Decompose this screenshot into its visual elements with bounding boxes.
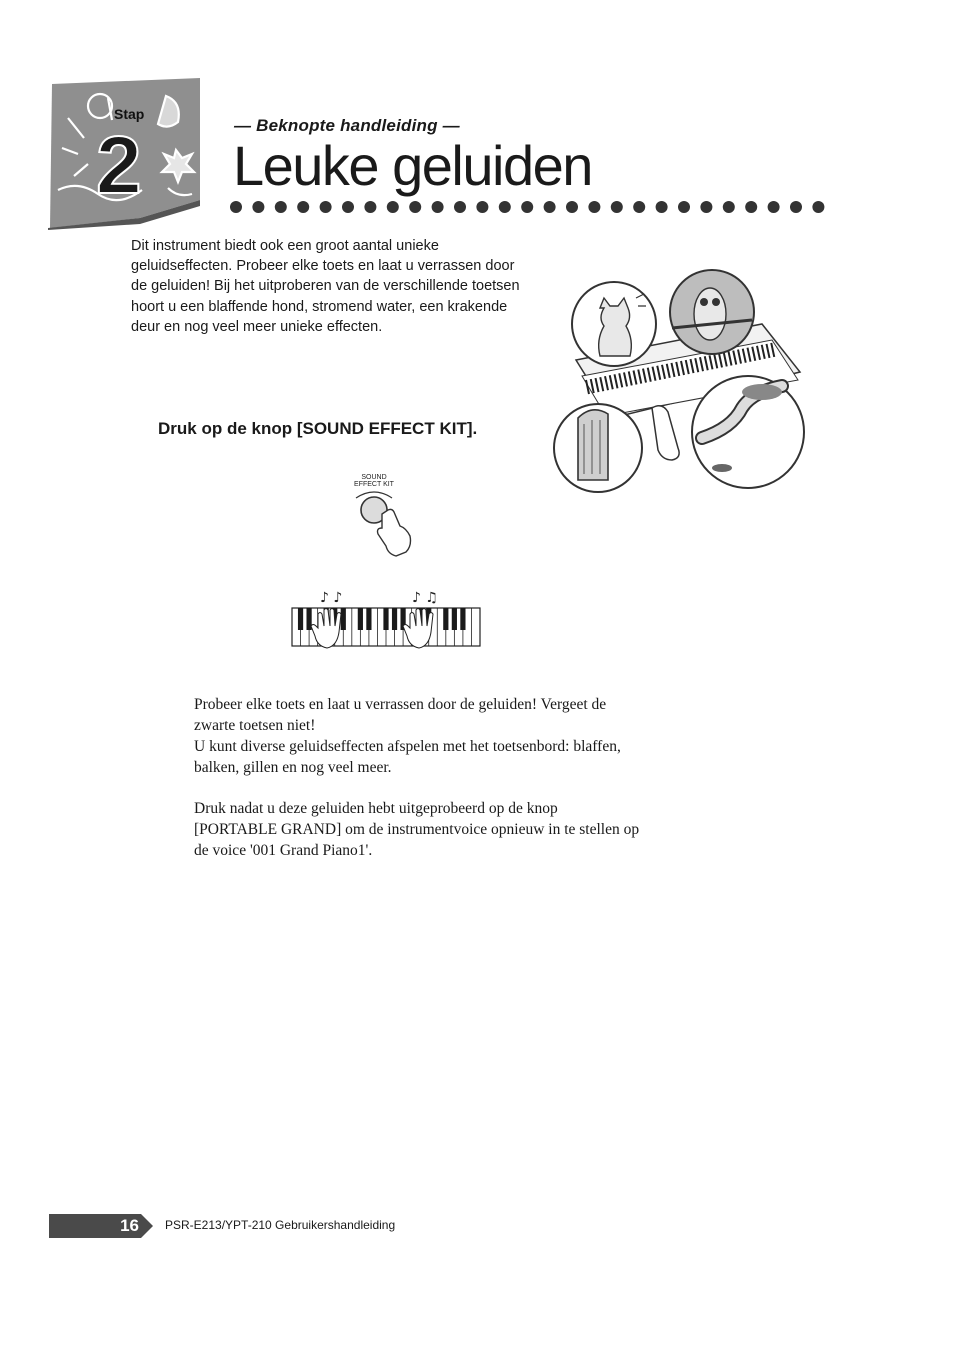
divider-dot bbox=[790, 201, 802, 213]
dotted-divider bbox=[228, 199, 838, 215]
door-bubble bbox=[554, 404, 642, 492]
divider-dot bbox=[768, 201, 780, 213]
divider-dot bbox=[387, 201, 399, 213]
divider-dot bbox=[521, 201, 533, 213]
divider-dot bbox=[588, 201, 600, 213]
sound-effect-kit-button-figure bbox=[344, 470, 424, 558]
pointing-hand-icon bbox=[378, 509, 411, 556]
divider-dot bbox=[656, 201, 668, 213]
divider-dot bbox=[230, 201, 242, 213]
divider-dot bbox=[633, 201, 645, 213]
divider-dot bbox=[432, 201, 444, 213]
divider-dot bbox=[812, 201, 824, 213]
divider-dot bbox=[476, 201, 488, 213]
button-label-line2: EFFECT KIT bbox=[354, 481, 394, 488]
body-text-block-1 bbox=[194, 694, 644, 778]
black-key bbox=[358, 608, 363, 630]
divider-dot bbox=[364, 201, 376, 213]
divider-dot bbox=[252, 201, 264, 213]
black-key bbox=[341, 608, 346, 630]
instruction-heading: Druk op de knop [SOUND EFFECT KIT]. bbox=[158, 419, 478, 438]
divider-dot bbox=[678, 201, 690, 213]
body-paragraph: U kunt diverse geluidseffecten afspelen met het toetsenbord: blaffen, balken, gillen en nog veel meer. bbox=[194, 738, 621, 776]
divider-dot bbox=[320, 201, 332, 213]
divider-dot bbox=[745, 201, 757, 213]
black-key bbox=[298, 608, 303, 630]
river-bubble bbox=[692, 376, 804, 488]
badge-number: 2 bbox=[96, 120, 142, 211]
body-paragraph: Probeer elke toets en laat u verrassen door de geluiden! Vergeet de zwarte toetsen niet! bbox=[194, 696, 607, 734]
divider-dot bbox=[454, 201, 466, 213]
button-label-line1: SOUND bbox=[361, 474, 387, 481]
music-notes-icon: ♪ ♫ bbox=[412, 590, 438, 606]
divider-dot bbox=[611, 201, 623, 213]
sound-effects-illustration bbox=[552, 268, 810, 500]
black-key bbox=[392, 608, 397, 630]
music-notes-icon: ♪ ♪ bbox=[320, 590, 343, 606]
cat-bubble bbox=[572, 282, 656, 366]
divider-dot bbox=[544, 201, 556, 213]
hand-drawing bbox=[652, 406, 679, 460]
page-number: 16 bbox=[120, 1216, 139, 1235]
keyboard-hands-figure bbox=[286, 586, 486, 668]
intro-paragraph: Dit instrument biedt ook een groot aantal unieke geluidseffecten. Probeer elke toets en laat u verrassen door de geluiden! Bij het uitproberen van de verschillende toetsen hoort u een blaffende hond, stromend water, een krakende deur en nog veel meer unieke effecten. bbox=[131, 238, 520, 335]
black-key bbox=[366, 608, 371, 630]
black-key bbox=[443, 608, 448, 630]
divider-dot bbox=[297, 201, 309, 213]
divider-dot bbox=[566, 201, 578, 213]
owl-bubble bbox=[670, 270, 754, 354]
black-key bbox=[452, 608, 457, 630]
badge-word: Stap bbox=[114, 106, 145, 122]
footer-doc-title: PSR-E213/YPT-210 Gebruikershandleiding bbox=[165, 1218, 396, 1232]
black-key bbox=[383, 608, 388, 630]
step-badge bbox=[48, 78, 202, 230]
page-title: Leuke geluiden bbox=[233, 134, 592, 197]
divider-dot bbox=[700, 201, 712, 213]
black-key bbox=[460, 608, 465, 630]
divider-dot bbox=[275, 201, 287, 213]
section-subtitle: — Beknopte handleiding — bbox=[234, 116, 460, 135]
divider-dot bbox=[723, 201, 735, 213]
divider-dot bbox=[342, 201, 354, 213]
divider-dot bbox=[499, 201, 511, 213]
divider-dot bbox=[409, 201, 421, 213]
body-paragraph: Druk nadat u deze geluiden hebt uitgeprobeerd op de knop [PORTABLE GRAND] om de instrumentvoice opnieuw in te stellen op de voice '001 Grand Piano1'. bbox=[194, 800, 640, 859]
